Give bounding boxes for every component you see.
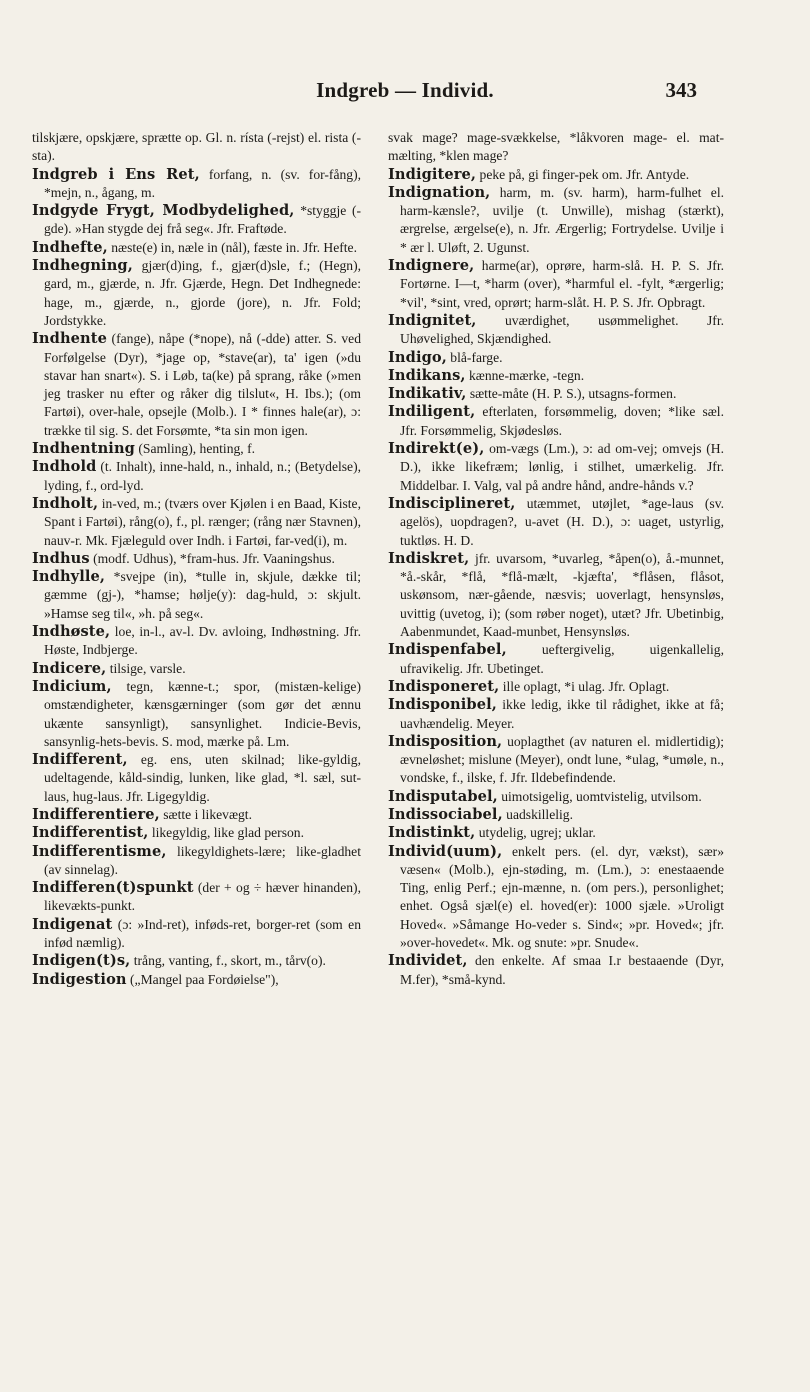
dictionary-entry — [388, 843, 724, 953]
entry-headword: Indicere, — [32, 659, 107, 677]
entry-headword: Indignitet, — [388, 311, 477, 329]
dictionary-entry — [32, 623, 361, 660]
dictionary-entry — [388, 641, 724, 678]
entry-definition: harme(ar), oprøre, harm-slå. H. P. S. Jfr. Fortørne. I—t, *harm (over), *harmful el. -fylt, *ærgerlig; *vil', *sint, vred, oprørt; harm-slåt. H. P. S. Jfr. Opbragt. — [400, 258, 724, 310]
entry-definition: forfang, n. (sv. for-fång), *mejn, n., ågang, m. — [44, 166, 361, 200]
entry-headword: Indholt, — [32, 494, 99, 512]
entry-headword: Indistinkt, — [388, 824, 476, 842]
dictionary-entry — [388, 166, 724, 184]
dictionary-entry — [388, 367, 724, 385]
dictionary-entry — [32, 751, 361, 806]
dictionary-entry — [32, 952, 361, 970]
entry-headword: Indifferent, — [32, 751, 128, 769]
dictionary-entry — [32, 239, 361, 257]
dictionary-entry — [32, 916, 361, 953]
dictionary-entry — [388, 824, 724, 842]
entry-definition: gjær(d)ing, f., gjær(d)sle, f.; (Hegn), gard, m., gjærde, n. Jfr. Gjærde, Hegn. Det Indhegnede: hage, m., gjærde, n., gjorde (jore), n. Jfr. Fold; Jordstykke. — [44, 258, 361, 328]
dictionary-entry — [32, 678, 361, 751]
entry-definition: harm, m. (sv. harm), harm-fulhet el. harm-kænsle?, uvilje (t. Unwille), mishag (stærkt), ærgrelse, ærgelse(e), n. Jfr. Ærgerlig; Fortrydelse. Uvilje i * ær l. Uløft, 2. Ugunst. — [400, 184, 724, 255]
entry-definition: ille oplagt, *i ulag. Jfr. Oplagt. — [499, 678, 670, 694]
entry-definition: likegyldig, like glad person. — [148, 825, 304, 841]
entry-headword: Indisponibel, — [388, 696, 497, 714]
entry-definition: uværdighet, usømmelighet. Jfr. Uhøvelighed, Skjændighed. — [400, 312, 724, 347]
dictionary-entry — [388, 788, 724, 806]
dictionary-entry — [32, 166, 361, 203]
entry-headword: Indhold — [32, 458, 97, 476]
entry-definition: in-ved, m.; (tværs over Kjølen i en Baad, Kiste, Spant i Fartøi), rång(o), f., pl. rænger; (rång nær Stavnen), nauv-r. Mk. Fjæleguld over Indh. i Fartøi, far-ved(i), m. — [44, 495, 361, 548]
entry-headword: Indigestion — [32, 970, 127, 988]
dictionary-entry — [388, 678, 724, 696]
dictionary-entry — [388, 733, 724, 788]
entry-headword: Indhylle, — [32, 568, 106, 586]
entry-headword: Indiskret, — [388, 549, 470, 567]
entry-headword: Indirekt(e), — [388, 440, 485, 458]
dictionary-entry — [32, 330, 361, 440]
page-header — [0, 78, 810, 112]
entry-headword: Indigitere, — [388, 165, 477, 183]
entry-headword: Indicium, — [32, 677, 112, 695]
entry-definition: sætte-måte (H. P. S.), utsagns-formen. — [466, 386, 677, 402]
entry-definition: uadskillelig. — [502, 806, 573, 822]
entry-definition: (Samling), henting, f. — [134, 441, 256, 457]
entry-headword: Indispenfabel, — [388, 641, 507, 659]
entry-headword: Indhentning — [32, 440, 135, 458]
entry-definition: om-vægs (Lm.), ɔ: ad om-vej; omvejs (H. D.), ikke likefræm; lønlig, i stilhet, umærkelig. Jfr. Middelbar. I. Valg, val på andre hånd, andre-hånds v.? — [400, 441, 724, 493]
dictionary-entry — [388, 440, 724, 495]
entry-headword: Indigenat — [32, 915, 113, 933]
dictionary-entry — [32, 824, 361, 842]
entry-definition: utydelig, ugrej; uklar. — [475, 825, 596, 841]
entry-headword: Indifferentiere, — [32, 805, 160, 823]
entry-definition: uimotsigelig, uomtvistelig, utvilsom. — [497, 788, 702, 804]
entry-definition: trång, vanting, f., skort, m., tårv(o). — [130, 953, 326, 969]
entry-definition: peke på, gi finger-pek om. Jfr. Antyde. — [476, 166, 690, 182]
entry-headword: Indhefte, — [32, 238, 108, 256]
dictionary-entry — [32, 843, 361, 880]
entry-headword: Indisponeret, — [388, 677, 500, 695]
entry-definition: likegyldighets-lære; like-gladhet (av sinnelag). — [44, 843, 361, 877]
entry-headword: Indisciplineret, — [388, 494, 516, 512]
entry-headword: Indiligent, — [388, 403, 476, 421]
entry-headword: Indifferentist, — [32, 824, 149, 842]
dictionary-entry — [388, 257, 724, 312]
entry-headword: Individet, — [388, 952, 468, 970]
dictionary-entry — [32, 495, 361, 550]
left-column — [32, 129, 361, 989]
dictionary-entry — [32, 202, 361, 239]
entry-definition: loe, in-l., av-l. Dv. avloing, Indhøstning. Jfr. Høste, Indbjerge. — [44, 624, 361, 658]
dictionary-entry — [388, 312, 724, 349]
entry-definition: (modf. Udhus), *fram-hus. Jfr. Vaaningshus. — [89, 550, 335, 566]
dictionary-entry — [388, 385, 724, 403]
entry-definition: den enkelte. Af smaa I.r bestaaende (Dyr, M.fer), *små-kynd. — [400, 953, 724, 987]
dictionary-entry — [388, 952, 724, 989]
entry-definition: tilskjære, opskjære, sprætte op. Gl. n. rísta (-rejst) el. rista (-sta). — [32, 130, 361, 164]
right-column — [388, 129, 724, 989]
entry-definition: enkelt pers. (el. dyr, vækst), sær» væsen« (Molb.), ejn-støding, m. (Lm.), ɔ: enestaaende Ting, enlig Perf.; ejn-mænne, n. (om pers.), personlighet; enhet. Også sjæl(e) el. hoved(er): 1000 sjæle. »Uroligt Hoved«. »Såmange Ho-veder s. Sind«; »pr. Hoved«; jfr. »over-hovedet«. Mk. og snute: »pr. Snude«. — [400, 843, 724, 951]
dictionary-entry — [32, 879, 361, 916]
entry-headword: Indignation, — [388, 183, 491, 201]
entry-definition: kænne-mærke, -tegn. — [465, 367, 585, 383]
entry-headword: Indhus — [32, 549, 90, 567]
entry-headword: Indissociabel, — [388, 805, 503, 823]
entry-headword: Indhegning, — [32, 257, 133, 275]
entry-definition: efterlaten, forsømmelig, doven; *like sæl. Jfr. Forsømmelig, Skjødesløs. — [400, 404, 724, 438]
entry-definition: tilsige, varsle. — [106, 660, 186, 676]
dictionary-entry — [388, 403, 724, 440]
entry-headword: Indisputabel, — [388, 787, 498, 805]
dictionary-entry — [32, 257, 361, 330]
entry-definition: svak mage? mage-svækkelse, *låkvoren mage- el. mat-mælting, *klen mage? — [388, 130, 724, 164]
entry-headword: Indhøste, — [32, 623, 111, 641]
entry-headword: Indisposition, — [388, 732, 503, 750]
entry-headword: Indifferentisme, — [32, 842, 167, 860]
entry-headword: Indignere, — [388, 257, 475, 275]
dictionary-entry — [388, 184, 724, 257]
entry-definition: uoplagthet (av naturen el. midlertidig); ævneløshet; mislune (Meyer), ondt lune, *ulag, *umøle, n., vondske, f., ilske, f. Jfr. Ildebefindende. — [400, 733, 724, 786]
dictionary-entry — [32, 458, 361, 495]
entry-headword: Indigo, — [388, 348, 447, 366]
entry-definition: (t. Inhalt), inne-hald, n., inhald, n.; (Betydelse), lyding, f., ord-lyd. — [44, 459, 361, 493]
dictionary-entry — [32, 568, 361, 623]
entry-definition: (ɔ: »Ind-ret), inføds-ret, borger-ret (som en infød næmlig). — [44, 916, 361, 951]
entry-headword: Individ(uum), — [388, 842, 503, 860]
dictionary-entry — [32, 660, 361, 678]
entry-definition: blå-farge. — [446, 349, 503, 365]
dictionary-entry — [32, 971, 361, 989]
dictionary-entry — [388, 129, 724, 166]
entry-definition: næste(e) in, næle in (nål), fæste in. Jfr. Hefte. — [107, 239, 357, 255]
entry-definition: *svejpe (in), *tulle in, skjule, dække til; gæmme (gj-), *hamse; hølje(y): dag-huld, ɔ: skjult. »Hamse seg til«, »h. på seg«. — [44, 569, 361, 621]
entry-headword: Indikans, — [388, 366, 466, 384]
entry-headword: Indigen(t)s, — [32, 952, 131, 970]
entry-definition: sætte i likevægt. — [159, 806, 252, 822]
dictionary-entry — [32, 550, 361, 568]
entry-headword: Indhente — [32, 330, 107, 348]
entry-definition: eg. ens, uten skilnad; like-gyldig, udeltagende, kåld-sindig, lunken, like glad, *l. sæl, sut-laus, hug-laus. Jfr. Ligegyldig. — [44, 752, 361, 804]
entry-definition: (der + og ÷ hæver hinanden), likevækts-punkt. — [44, 880, 361, 914]
entry-definition: tegn, kænne-t.; spor, (mistæn-kelige) omstændigheter, kænsgærninger (som gør det ænnu ukænte sansynligt), sansynlighet. Indicie-Bevis, sansynlig-hets-bevis. S. mod, mærke på. Lm. — [44, 678, 361, 749]
entry-definition: jfr. uvarsom, *uvarleg, *åpen(o), å.-munnet, *å.-skår, *flå, *flå-mælt, -kjæfta', *flåsen, flåsot, uskønsom, nær-gående, næsvis; uoverlagt, hensynsløs, uvittig (uvetog, i); (som røber noget), utæt? Jfr. Ubetinbig, Aabenmundet, Kaad-munbet, Hensynsløs. — [400, 550, 724, 640]
dictionary-entry — [388, 806, 724, 824]
entry-headword: Indgyde Frygt, Modbydelighed, — [32, 202, 295, 220]
entry-definition: ikke ledig, ikke til rådighet, ikke at få; uavhændelig. Meyer. — [400, 697, 724, 731]
entry-definition: (fange), nåpe (*nope), nå (-dde) atter. S. ved Forfølgelse (Dyr), *jage op, *stave(ar), ta' igen (»du stavar han snart«). S. i Løb, ta(ke) på sprang, råke (»men jeg trasker nu efter og råker dig tilslut«, H. Ibs.); (om Fartøi), over-hale, opsejle (Molb.). I * finnes hale(ar), ɔ: trække til sig. S. det Forsømte, *ta sin mon igen. — [44, 331, 361, 438]
entry-definition: ueftergivelig, uigenkallelig, ufravikelig. Jfr. Ubetinget. — [400, 642, 724, 676]
entry-definition: utæmmet, utøjlet, *age-laus (sv. agelös), uopdragen?, u-avet (H. D.), ɔ: uaget, ustyrlig, tuktløs. H. D. — [400, 495, 724, 548]
dictionary-entry — [32, 806, 361, 824]
dictionary-entry — [388, 349, 724, 367]
entry-headword: Indgreb i Ens Ret, — [32, 165, 200, 183]
dictionary-entry — [32, 440, 361, 458]
dictionary-entry — [388, 550, 724, 641]
dictionary-entry — [32, 129, 361, 166]
page-number: 343 — [665, 78, 697, 102]
dictionary-entry — [388, 495, 724, 550]
entry-definition: *styggje (-gde). »Han stygde dej frå seg«. Jfr. Fraftøde. — [44, 203, 361, 237]
entry-definition: („Mangel paa Fordøielse"), — [126, 971, 279, 987]
dictionary-entry — [388, 696, 724, 733]
page-title: Indgreb — Individ. — [316, 78, 494, 102]
entry-headword: Indikativ, — [388, 385, 467, 403]
entry-headword: Indifferen(t)spunkt — [32, 879, 194, 897]
